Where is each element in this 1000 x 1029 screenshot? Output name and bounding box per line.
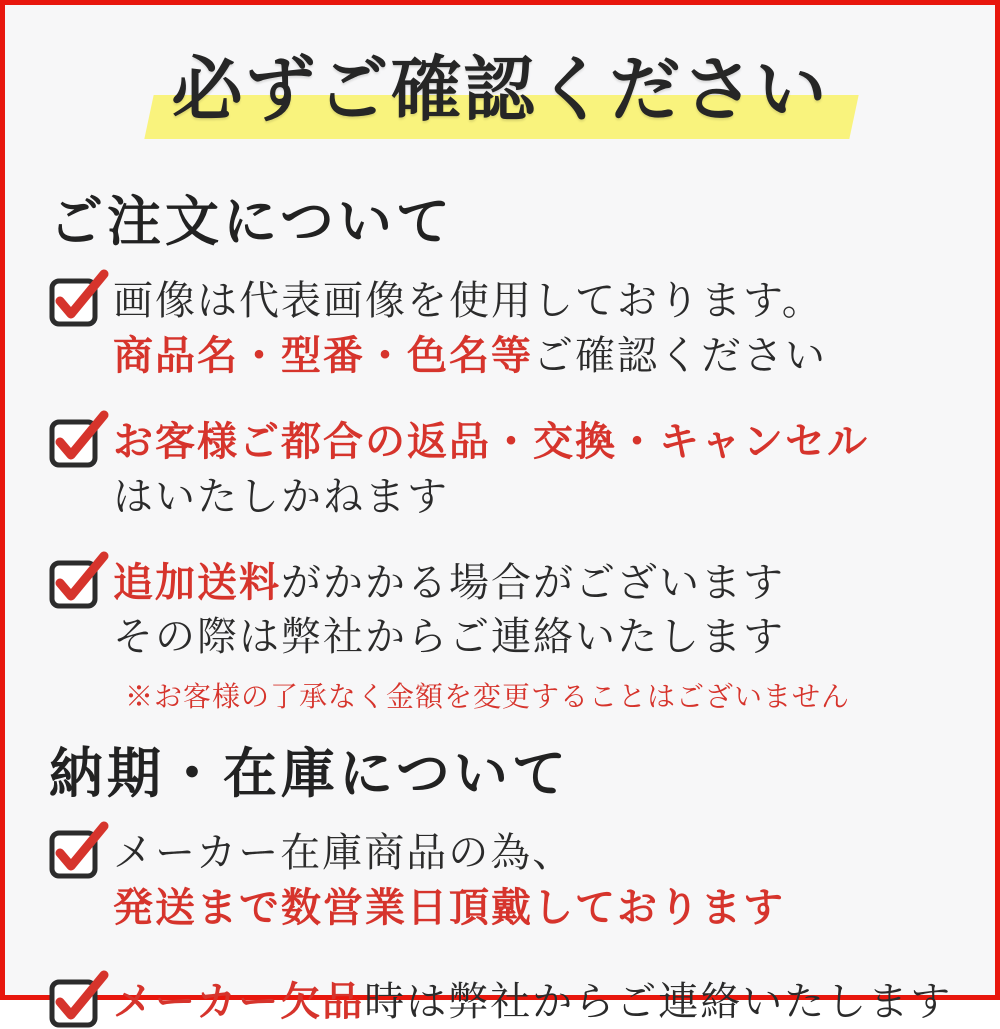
- note-text: ※お客様の了承なく金額を変更することはございません: [125, 681, 851, 713]
- text-segment-emphasis: 追加送料: [113, 559, 281, 605]
- section-heading-orders: ご注文について: [49, 192, 454, 252]
- item-text: [113, 830, 951, 931]
- text-line: [113, 278, 951, 324]
- text-line: [113, 560, 951, 606]
- notice-content: [5, 45, 995, 1029]
- page-title-text: 必ずご確認ください: [171, 52, 829, 130]
- checkbox-checked-icon: [49, 411, 111, 469]
- text-segment: ご確認ください: [533, 332, 827, 378]
- list-item: [49, 560, 951, 715]
- text-segment: がかかる場合がございます: [281, 559, 785, 605]
- text-segment-emphasis: お客様ご都合の返品・交換・キャンセル: [113, 419, 869, 465]
- text-line: [113, 614, 951, 660]
- checkbox-checked-icon: [49, 971, 111, 1029]
- text-segment: はいたしかねます: [113, 473, 449, 519]
- text-line: [113, 979, 952, 1025]
- text-line: [113, 474, 951, 520]
- text-line: [113, 830, 951, 876]
- list-item: [49, 830, 951, 931]
- list-item: [49, 979, 951, 1029]
- text-segment: 画像は代表画像を使用しております。: [113, 278, 824, 324]
- checkbox-checked-icon: [49, 822, 111, 880]
- title-row: [49, 45, 951, 147]
- text-line: [113, 333, 951, 379]
- text-line: [113, 885, 951, 931]
- text-segment-emphasis: 商品名・型番・色名等: [113, 332, 533, 378]
- section-heading-stock: 納期・在庫について: [49, 743, 570, 804]
- checkbox-checked-icon: [49, 552, 111, 610]
- item-text: [113, 278, 951, 379]
- list-item: [49, 419, 951, 520]
- text-segment-emphasis: メーカー欠品: [113, 978, 365, 1024]
- text-segment: その際は弊社からご連絡いたします: [113, 614, 785, 660]
- text-segment: 時は弊社からご連絡いたします: [364, 978, 953, 1024]
- item-text: [113, 979, 952, 1025]
- checkbox-checked-icon: [49, 270, 111, 328]
- list-item: [49, 278, 951, 379]
- text-segment: メーカー在庫商品の為、: [113, 830, 575, 876]
- text-line: [113, 419, 951, 465]
- text-segment-emphasis: 発送まで数営業日頂戴しております: [113, 884, 785, 930]
- item-text: [113, 419, 951, 520]
- item-text: [113, 560, 951, 715]
- page-title: [171, 45, 828, 137]
